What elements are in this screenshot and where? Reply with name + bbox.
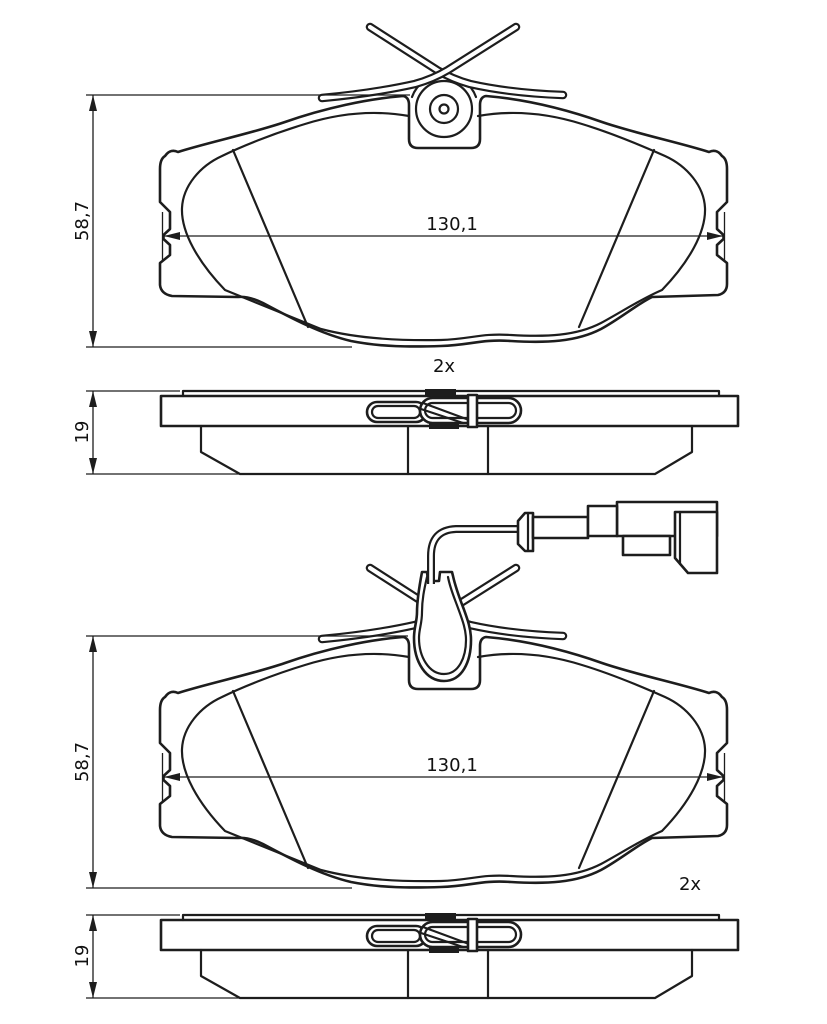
width-value: 130,1 <box>426 755 478 776</box>
thickness-value: 19 <box>72 420 93 444</box>
connector-latch <box>623 536 670 555</box>
pad-front-view-plain <box>72 27 727 377</box>
sensor-boot <box>414 572 471 681</box>
height-value: 58,7 <box>72 741 93 783</box>
pad-side-view-plain <box>72 389 738 474</box>
connector-neck <box>588 506 617 536</box>
quantity-label: 2x <box>678 874 702 895</box>
sensor-ferrule <box>518 513 533 551</box>
wear-sensor-assembly <box>431 502 717 584</box>
connector-bar <box>533 517 588 538</box>
pad-side-view-sensor <box>72 913 738 998</box>
x-spring-clip <box>322 27 563 98</box>
height-value: 58,7 <box>72 200 93 242</box>
pad-front-view-sensor <box>72 502 727 895</box>
connector-plug-end <box>675 512 717 573</box>
piston-contact-rings <box>416 81 472 137</box>
width-value: 130,1 <box>426 214 478 235</box>
quantity-label: 2x <box>432 356 456 377</box>
thickness-value: 19 <box>72 944 93 968</box>
